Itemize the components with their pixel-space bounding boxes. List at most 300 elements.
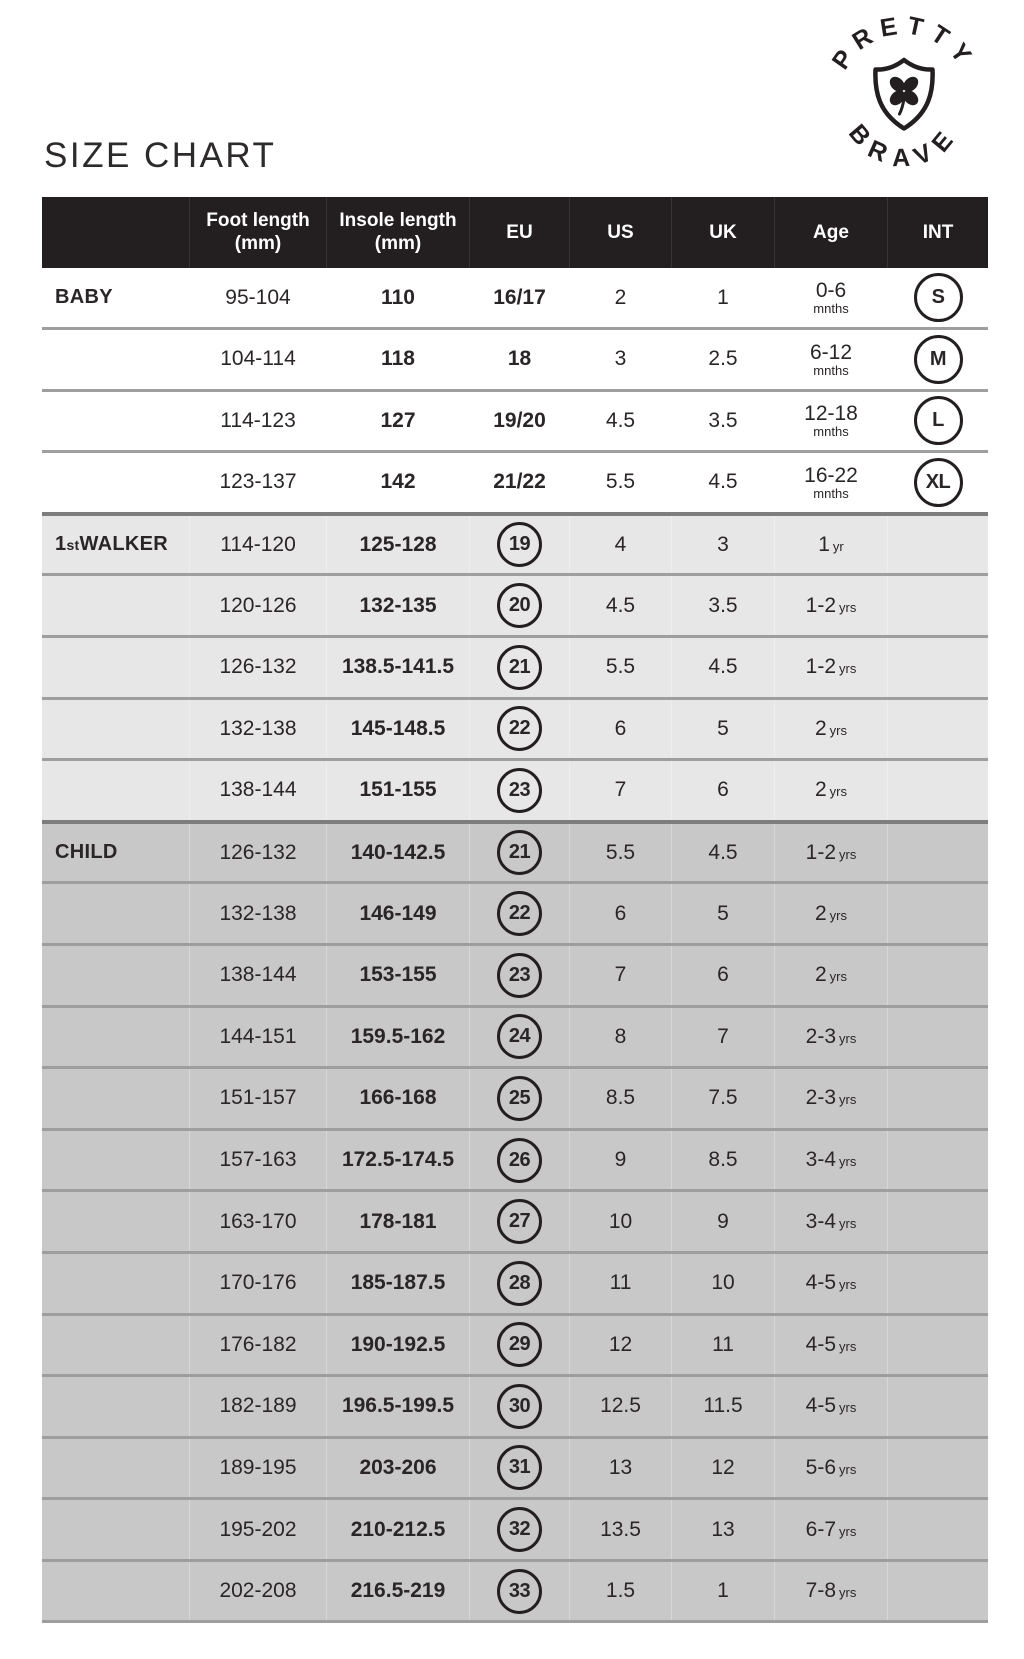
cell-insole-length: 203-206 xyxy=(327,1439,470,1498)
age-value xyxy=(806,841,857,865)
cell-foot-length: 138-144 xyxy=(190,761,327,820)
cell-eu xyxy=(470,700,570,759)
eu-size-circle: 25 xyxy=(497,1076,542,1121)
cell-foot-length: 151-157 xyxy=(190,1069,327,1128)
age-main: 2 xyxy=(814,901,827,925)
cell-us: 8.5 xyxy=(570,1069,672,1128)
table-row xyxy=(42,881,988,943)
age-value xyxy=(806,1456,857,1480)
age-suffix: yr xyxy=(832,538,844,554)
cell-insole-length: 178-181 xyxy=(327,1192,470,1251)
age-value xyxy=(810,341,852,378)
table-row xyxy=(42,1559,988,1621)
eu-size-circle: 31 xyxy=(497,1445,542,1490)
cell-foot-length: 95-104 xyxy=(190,268,327,327)
section-label xyxy=(42,1316,190,1375)
cell-us: 12.5 xyxy=(570,1377,672,1436)
section-label xyxy=(42,1254,190,1313)
cell-age xyxy=(775,1439,888,1498)
cell-age xyxy=(775,824,888,882)
eu-size-circle: 27 xyxy=(497,1199,542,1244)
header-age: Age xyxy=(775,197,888,268)
age-suffix: yrs xyxy=(839,1092,857,1108)
header-eu: EU xyxy=(470,197,570,268)
cell-insole-length: 210-212.5 xyxy=(327,1500,470,1559)
age-main: 4-5 xyxy=(805,1394,836,1418)
cell-age xyxy=(775,392,888,451)
brand-logo xyxy=(818,10,990,190)
age-value xyxy=(815,778,847,802)
cell-int xyxy=(888,392,988,451)
cell-uk: 5 xyxy=(672,884,775,943)
page-title: SIZE CHART xyxy=(44,136,277,175)
cell-insole-length: 132-135 xyxy=(327,576,470,635)
cell-insole-length: 151-155 xyxy=(327,761,470,820)
cell-us: 5.5 xyxy=(570,638,672,697)
cell-us: 12 xyxy=(570,1316,672,1375)
section-label-number: 1 xyxy=(55,533,67,556)
table-row xyxy=(42,820,988,882)
cell-uk: 9 xyxy=(672,1192,775,1251)
logo-top-text: PRETTY xyxy=(826,11,982,75)
cell-insole-length: 142 xyxy=(327,453,470,512)
age-main: 0-6 xyxy=(815,278,847,302)
cell-uk: 11.5 xyxy=(672,1377,775,1436)
age-suffix: mnths xyxy=(813,485,849,501)
age-main: 5-6 xyxy=(805,1455,836,1479)
eu-size-circle: 20 xyxy=(497,583,542,628)
cell-foot-length: 114-123 xyxy=(190,392,327,451)
cell-eu xyxy=(470,946,570,1005)
age-suffix: mnths xyxy=(813,300,849,316)
clover-icon xyxy=(887,74,921,114)
header-insole-length-line2: (mm) xyxy=(374,232,422,254)
age-suffix: yrs xyxy=(839,599,857,615)
cell-age xyxy=(775,1131,888,1190)
age-value xyxy=(806,594,857,618)
cell-uk: 3 xyxy=(672,516,775,574)
cell-eu xyxy=(470,1316,570,1375)
cell-uk: 8.5 xyxy=(672,1131,775,1190)
cell-us: 13 xyxy=(570,1439,672,1498)
eu-size-circle: 21 xyxy=(497,645,542,690)
cell-int xyxy=(888,824,988,882)
cell-int xyxy=(888,1377,988,1436)
cell-uk: 7.5 xyxy=(672,1069,775,1128)
section-label: CHILD xyxy=(42,824,190,882)
cell-us: 9 xyxy=(570,1131,672,1190)
cell-uk: 1 xyxy=(672,1562,775,1621)
cell-us: 3 xyxy=(570,330,672,389)
table-row xyxy=(42,327,988,389)
cell-foot-length: 195-202 xyxy=(190,1500,327,1559)
cell-insole-length: 190-192.5 xyxy=(327,1316,470,1375)
age-suffix: yrs xyxy=(839,1400,857,1416)
age-value xyxy=(806,1148,857,1172)
section-label xyxy=(42,1562,190,1621)
cell-int xyxy=(888,1008,988,1067)
cell-int xyxy=(888,453,988,512)
cell-age xyxy=(775,946,888,1005)
header-section xyxy=(42,197,190,268)
cell-age xyxy=(775,638,888,697)
cell-int xyxy=(888,516,988,574)
cell-eu xyxy=(470,1562,570,1621)
age-value xyxy=(804,464,858,501)
cell-uk: 3.5 xyxy=(672,576,775,635)
table-row xyxy=(42,1251,988,1313)
age-value xyxy=(806,1086,857,1110)
cell-uk: 7 xyxy=(672,1008,775,1067)
age-value xyxy=(813,279,848,316)
cell-us: 6 xyxy=(570,700,672,759)
cell-eu: 16/17 xyxy=(470,268,570,327)
section-label xyxy=(42,576,190,635)
age-main: 1-2 xyxy=(805,593,836,617)
int-size-circle: XL xyxy=(914,458,963,507)
cell-int xyxy=(888,638,988,697)
table-row xyxy=(42,1313,988,1375)
eu-size-circle: 32 xyxy=(497,1507,542,1552)
age-value xyxy=(804,402,858,439)
cell-us: 1.5 xyxy=(570,1562,672,1621)
table-row xyxy=(42,1128,988,1190)
cell-insole-length: 140-142.5 xyxy=(327,824,470,882)
age-suffix: yrs xyxy=(839,661,857,677)
cell-age xyxy=(775,516,888,574)
table-row xyxy=(42,1066,988,1128)
age-suffix: yrs xyxy=(839,1215,857,1231)
int-size-circle: M xyxy=(914,335,963,384)
cell-int xyxy=(888,330,988,389)
cell-insole-length: 146-149 xyxy=(327,884,470,943)
age-suffix: yrs xyxy=(839,1461,857,1477)
cell-age xyxy=(775,1008,888,1067)
age-value xyxy=(806,1025,857,1049)
cell-int xyxy=(888,761,988,820)
table-row xyxy=(42,268,988,327)
table-row xyxy=(42,512,988,574)
cell-int xyxy=(888,946,988,1005)
cell-age xyxy=(775,268,888,327)
cell-age xyxy=(775,700,888,759)
cell-foot-length: 189-195 xyxy=(190,1439,327,1498)
eu-size-circle: 29 xyxy=(497,1322,542,1367)
section-label xyxy=(42,1192,190,1251)
age-suffix: yrs xyxy=(839,1154,857,1170)
age-main: 7-8 xyxy=(805,1579,836,1603)
cell-int xyxy=(888,1192,988,1251)
cell-foot-length: 104-114 xyxy=(190,330,327,389)
cell-uk: 3.5 xyxy=(672,392,775,451)
logo-bottom-text: BRAVE xyxy=(842,119,965,173)
age-value xyxy=(806,1518,857,1542)
age-value xyxy=(818,533,844,557)
cell-age xyxy=(775,1254,888,1313)
section-label-word: WALKER xyxy=(79,533,168,556)
table-row xyxy=(42,573,988,635)
table-row xyxy=(42,943,988,1005)
cell-int xyxy=(888,700,988,759)
age-suffix: yrs xyxy=(839,846,857,862)
header-int: INT xyxy=(922,221,954,243)
cell-uk: 4.5 xyxy=(672,638,775,697)
age-value xyxy=(806,1210,857,1234)
age-suffix: yrs xyxy=(829,722,848,738)
cell-uk: 1 xyxy=(672,268,775,327)
section-label xyxy=(42,638,190,697)
eu-size-circle: 28 xyxy=(497,1261,542,1306)
header-foot-length xyxy=(190,197,327,268)
section-label xyxy=(42,761,190,820)
age-main: 3-4 xyxy=(805,1148,836,1172)
cell-age xyxy=(775,1192,888,1251)
cell-eu xyxy=(470,576,570,635)
age-value xyxy=(815,902,847,926)
cell-insole-length: 196.5-199.5 xyxy=(327,1377,470,1436)
eu-size-circle: 24 xyxy=(497,1014,542,1059)
cell-uk: 6 xyxy=(672,946,775,1005)
table-row xyxy=(42,1005,988,1067)
cell-foot-length: 120-126 xyxy=(190,576,327,635)
eu-size-circle: 19 xyxy=(497,522,542,567)
cell-age xyxy=(775,761,888,820)
age-main: 2 xyxy=(814,716,827,740)
section-label xyxy=(42,946,190,1005)
section-label xyxy=(42,330,190,389)
section-label xyxy=(42,1377,190,1436)
section-label xyxy=(42,1439,190,1498)
cell-eu xyxy=(470,1377,570,1436)
age-suffix: yrs xyxy=(839,1277,857,1293)
cell-eu xyxy=(470,1008,570,1067)
cell-foot-length: 132-138 xyxy=(190,700,327,759)
cell-uk: 2.5 xyxy=(672,330,775,389)
age-suffix: mnths xyxy=(813,362,849,378)
cell-foot-length: 163-170 xyxy=(190,1192,327,1251)
cell-age xyxy=(775,453,888,512)
cell-eu xyxy=(470,1131,570,1190)
age-main: 4-5 xyxy=(805,1332,836,1356)
age-main: 6-12 xyxy=(809,340,853,364)
cell-uk: 4.5 xyxy=(672,453,775,512)
cell-foot-length: 114-120 xyxy=(190,516,327,574)
cell-insole-length: 185-187.5 xyxy=(327,1254,470,1313)
age-main: 16-22 xyxy=(804,463,858,487)
cell-int xyxy=(888,1500,988,1559)
cell-foot-length: 157-163 xyxy=(190,1131,327,1190)
cell-insole-length: 172.5-174.5 xyxy=(327,1131,470,1190)
int-size-circle: S xyxy=(914,273,963,322)
age-value xyxy=(806,1394,857,1418)
cell-age xyxy=(775,1562,888,1621)
section-label xyxy=(42,516,190,574)
cell-foot-length: 123-137 xyxy=(190,453,327,512)
cell-int xyxy=(888,1254,988,1313)
cell-eu xyxy=(470,1439,570,1498)
age-value xyxy=(806,1271,857,1295)
section-label xyxy=(42,884,190,943)
cell-uk: 13 xyxy=(672,1500,775,1559)
cell-eu: 18 xyxy=(470,330,570,389)
age-main: 2 xyxy=(814,963,827,987)
cell-insole-length: 125-128 xyxy=(327,516,470,574)
table-row xyxy=(42,758,988,820)
age-suffix: yrs xyxy=(839,1523,857,1539)
section-label xyxy=(42,1069,190,1128)
cell-foot-length: 176-182 xyxy=(190,1316,327,1375)
age-suffix: yrs xyxy=(829,969,848,985)
table-row xyxy=(42,450,988,512)
cell-eu xyxy=(470,1192,570,1251)
cell-insole-length: 110 xyxy=(327,268,470,327)
age-main: 2-3 xyxy=(805,1024,836,1048)
section-label xyxy=(42,453,190,512)
int-size-circle: L xyxy=(914,396,963,445)
cell-foot-length: 126-132 xyxy=(190,824,327,882)
cell-uk: 4.5 xyxy=(672,824,775,882)
cell-eu xyxy=(470,516,570,574)
cell-insole-length: 153-155 xyxy=(327,946,470,1005)
cell-us: 4 xyxy=(570,516,672,574)
header-insole-length-line1: Insole length xyxy=(339,210,457,232)
cell-int xyxy=(888,576,988,635)
age-value xyxy=(806,1579,857,1603)
cell-foot-length: 132-138 xyxy=(190,884,327,943)
cell-uk: 12 xyxy=(672,1439,775,1498)
age-suffix: yrs xyxy=(829,907,848,923)
table-row xyxy=(42,635,988,697)
cell-int xyxy=(888,1316,988,1375)
cell-us: 13.5 xyxy=(570,1500,672,1559)
cell-age xyxy=(775,1316,888,1375)
section-label-ordinal: st xyxy=(66,536,80,553)
table-header xyxy=(42,197,988,268)
header-insole-length xyxy=(327,197,470,268)
age-main: 12-18 xyxy=(804,402,858,426)
header-uk: UK xyxy=(672,197,775,268)
cell-int xyxy=(888,1069,988,1128)
cell-int xyxy=(888,268,988,327)
eu-size-circle: 22 xyxy=(497,891,542,936)
age-value xyxy=(806,1333,857,1357)
cell-insole-length: 145-148.5 xyxy=(327,700,470,759)
table-row xyxy=(42,697,988,759)
table-row xyxy=(42,389,988,451)
table-row xyxy=(42,1436,988,1498)
cell-uk: 5 xyxy=(672,700,775,759)
eu-size-circle: 33 xyxy=(497,1569,542,1614)
cell-eu: 21/22 xyxy=(470,453,570,512)
cell-int xyxy=(888,884,988,943)
section-label xyxy=(42,1008,190,1067)
cell-insole-length: 118 xyxy=(327,330,470,389)
cell-age xyxy=(775,330,888,389)
age-main: 6-7 xyxy=(805,1517,836,1541)
cell-insole-length: 166-168 xyxy=(327,1069,470,1128)
header-foot-length-line2: (mm) xyxy=(234,232,282,254)
age-suffix: yrs xyxy=(839,1338,857,1354)
cell-us: 8 xyxy=(570,1008,672,1067)
header-us: US xyxy=(570,197,672,268)
cell-age xyxy=(775,1377,888,1436)
section-label xyxy=(42,1500,190,1559)
cell-age xyxy=(775,576,888,635)
cell-int xyxy=(888,1562,988,1621)
cell-foot-length: 182-189 xyxy=(190,1377,327,1436)
cell-us: 11 xyxy=(570,1254,672,1313)
cell-insole-length: 127 xyxy=(327,392,470,451)
cell-us: 7 xyxy=(570,761,672,820)
age-main: 2 xyxy=(814,778,827,802)
age-main: 1 xyxy=(818,532,830,556)
cell-int xyxy=(888,1439,988,1498)
cell-uk: 11 xyxy=(672,1316,775,1375)
section-label xyxy=(42,700,190,759)
cell-foot-length: 126-132 xyxy=(190,638,327,697)
size-table xyxy=(42,197,988,1623)
age-value xyxy=(806,655,857,679)
cell-us: 6 xyxy=(570,884,672,943)
eu-size-circle: 30 xyxy=(497,1384,542,1429)
eu-size-circle: 23 xyxy=(497,953,542,998)
cell-eu xyxy=(470,638,570,697)
age-suffix: mnths xyxy=(813,424,849,440)
age-suffix: yrs xyxy=(829,784,848,800)
age-main: 2-3 xyxy=(805,1086,836,1110)
cell-us: 5.5 xyxy=(570,453,672,512)
cell-insole-length: 138.5-141.5 xyxy=(327,638,470,697)
cell-eu: 19/20 xyxy=(470,392,570,451)
age-main: 1-2 xyxy=(805,655,836,679)
age-main: 3-4 xyxy=(805,1209,836,1233)
cell-us: 5.5 xyxy=(570,824,672,882)
age-main: 1-2 xyxy=(805,840,836,864)
eu-size-circle: 23 xyxy=(497,768,542,813)
cell-us: 4.5 xyxy=(570,576,672,635)
cell-us: 10 xyxy=(570,1192,672,1251)
cell-eu xyxy=(470,761,570,820)
cell-eu xyxy=(470,824,570,882)
eu-size-circle: 21 xyxy=(497,830,542,875)
age-suffix: yrs xyxy=(839,1585,857,1601)
logo-top-text-wrap xyxy=(827,11,982,74)
table-row xyxy=(42,1497,988,1559)
size-table-body xyxy=(42,268,988,1623)
cell-insole-length: 216.5-219 xyxy=(327,1562,470,1621)
age-value xyxy=(815,717,847,741)
cell-age xyxy=(775,1069,888,1128)
section-label xyxy=(42,392,190,451)
cell-us: 2 xyxy=(570,268,672,327)
header-foot-length-line1: Foot length xyxy=(206,210,310,232)
cell-eu xyxy=(470,1500,570,1559)
eu-size-circle: 26 xyxy=(497,1138,542,1183)
cell-age xyxy=(775,884,888,943)
table-row xyxy=(42,1189,988,1251)
cell-us: 7 xyxy=(570,946,672,1005)
cell-us: 4.5 xyxy=(570,392,672,451)
section-label xyxy=(42,1131,190,1190)
cell-foot-length: 202-208 xyxy=(190,1562,327,1621)
eu-size-circle: 22 xyxy=(497,706,542,751)
cell-eu xyxy=(470,884,570,943)
cell-uk: 10 xyxy=(672,1254,775,1313)
cell-age xyxy=(775,1500,888,1559)
table-row xyxy=(42,1374,988,1436)
section-label: BABY xyxy=(42,268,190,327)
cell-foot-length: 144-151 xyxy=(190,1008,327,1067)
